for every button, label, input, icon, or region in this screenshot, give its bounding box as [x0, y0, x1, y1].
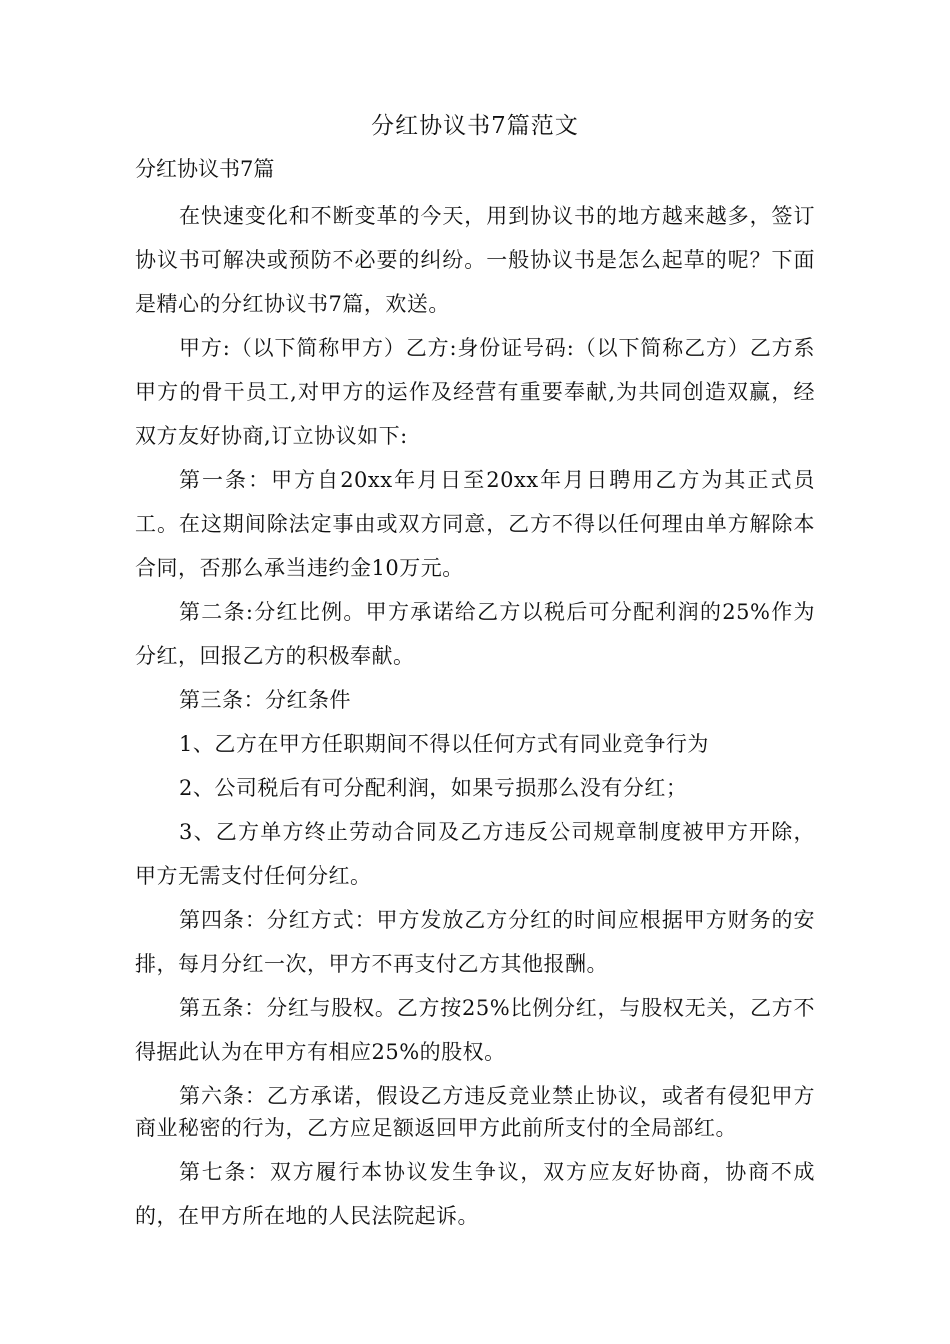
article-6-paragraph: 第六条：乙方承诺，假设乙方违反竞业禁止协议，或者有侵犯甲方商业秘密的行为，乙方应足额返回甲方此前所支付的全局部红。 [135, 1084, 815, 1140]
article-2-paragraph: 第二条:分红比例。甲方承诺给乙方以税后可分配利润的25%作为分红，回报乙方的积极奉献。 [135, 600, 815, 668]
article-4-paragraph: 第四条：分红方式：甲方发放乙方分红的时间应根据甲方财务的安排，每月分红一次，甲方不再支付乙方其他报酬。 [135, 908, 815, 976]
document-subtitle: 分红协议书7篇 [135, 157, 275, 181]
document-title: 分红协议书7篇范文 [371, 113, 579, 139]
condition-3-paragraph: 3、乙方单方终止劳动合同及乙方违反公司规章制度被甲方开除，甲方无需支付任何分红。 [135, 820, 815, 888]
condition-1-paragraph: 1、乙方在甲方任职期间不得以任何方式有同业竞争行为 [179, 732, 709, 756]
article-3-heading: 第三条：分红条件 [179, 688, 351, 712]
parties-paragraph: 甲方:（以下简称甲方）乙方:身份证号码:（以下简称乙方）乙方系甲方的骨干员工,对甲方的运作及经营有重要奉献,为共同创造双赢，经双方友好协商,订立协议如下: [135, 336, 815, 448]
article-5-paragraph: 第五条：分红与股权。乙方按25%比例分红，与股权无关，乙方不得据此认为在甲方有相应25%的股权。 [135, 996, 815, 1064]
intro-paragraph: 在快速变化和不断变革的今天，用到协议书的地方越来越多，签订协议书可解决或预防不必要的纠纷。一般协议书是怎么起草的呢？下面是精心的分红协议书7篇，欢送。 [135, 204, 815, 316]
article-7-paragraph: 第七条：双方履行本协议发生争议，双方应友好协商，协商不成的，在甲方所在地的人民法院起诉。 [135, 1160, 815, 1228]
document-body [135, 194, 815, 1238]
condition-2-paragraph: 2、公司税后有可分配利润，如果亏损那么没有分红； [179, 776, 688, 800]
article-1-paragraph: 第一条：甲方自20xx年月日至20xx年月日聘用乙方为其正式员工。在这期间除法定事由或双方同意，乙方不得以任何理由单方解除本合同，否那么承当违约金10万元。 [135, 468, 815, 580]
